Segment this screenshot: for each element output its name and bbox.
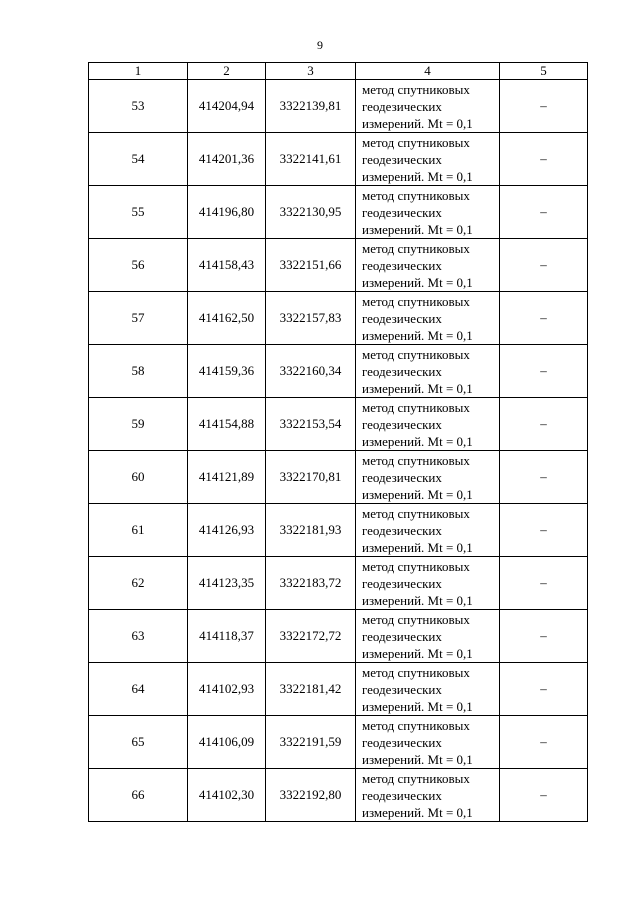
x-coordinate-cell: 414201,36	[188, 133, 266, 186]
method-line: метод спутниковых	[362, 664, 470, 680]
point-number-cell: 59	[89, 398, 188, 451]
method-line: измерений. Mt = 0,1	[362, 486, 473, 502]
method-line: геодезических	[362, 469, 442, 485]
method-cell	[356, 716, 500, 769]
note-cell: –	[500, 663, 588, 716]
y-coordinate-cell: 3322172,72	[266, 610, 356, 663]
x-coordinate-cell: 414154,88	[188, 398, 266, 451]
y-coordinate-cell: 3322170,81	[266, 451, 356, 504]
method-line: геодезических	[362, 257, 442, 273]
method-cell	[356, 292, 500, 345]
header-col-1: 1	[89, 63, 188, 80]
table-body	[89, 80, 588, 822]
method-line: измерений. Mt = 0,1	[362, 274, 473, 290]
method-line: геодезических	[362, 575, 442, 591]
note-cell: –	[500, 292, 588, 345]
x-coordinate-cell: 414162,50	[188, 292, 266, 345]
note-cell: –	[500, 716, 588, 769]
method-line: геодезических	[362, 522, 442, 538]
method-cell	[356, 610, 500, 663]
x-coordinate-cell: 414121,89	[188, 451, 266, 504]
header-col-3: 3	[266, 63, 356, 80]
x-coordinate-cell: 414204,94	[188, 80, 266, 133]
note-cell: –	[500, 504, 588, 557]
point-number-cell: 66	[89, 769, 188, 822]
method-line: измерений. Mt = 0,1	[362, 539, 473, 555]
table-row	[89, 451, 588, 504]
method-line: метод спутниковых	[362, 452, 470, 468]
point-number-cell: 63	[89, 610, 188, 663]
method-line: метод спутниковых	[362, 293, 470, 309]
note-cell: –	[500, 398, 588, 451]
note-cell: –	[500, 610, 588, 663]
point-number-cell: 60	[89, 451, 188, 504]
method-line: измерений. Mt = 0,1	[362, 592, 473, 608]
method-line: геодезических	[362, 416, 442, 432]
method-line: геодезических	[362, 734, 442, 750]
table-row	[89, 292, 588, 345]
method-line: геодезических	[362, 204, 442, 220]
y-coordinate-cell: 3322153,54	[266, 398, 356, 451]
table-row	[89, 769, 588, 822]
method-line: геодезических	[362, 363, 442, 379]
method-cell	[356, 663, 500, 716]
table-row	[89, 239, 588, 292]
note-cell: –	[500, 451, 588, 504]
method-line: измерений. Mt = 0,1	[362, 751, 473, 767]
table-row	[89, 663, 588, 716]
x-coordinate-cell: 414123,35	[188, 557, 266, 610]
method-line: измерений. Mt = 0,1	[362, 380, 473, 396]
y-coordinate-cell: 3322181,42	[266, 663, 356, 716]
method-cell	[356, 133, 500, 186]
method-line: геодезических	[362, 681, 442, 697]
note-cell: –	[500, 133, 588, 186]
method-line: метод спутниковых	[362, 81, 470, 97]
method-line: метод спутниковых	[362, 611, 470, 627]
method-cell	[356, 504, 500, 557]
method-line: геодезических	[362, 628, 442, 644]
y-coordinate-cell: 3322157,83	[266, 292, 356, 345]
note-cell: –	[500, 345, 588, 398]
y-coordinate-cell: 3322181,93	[266, 504, 356, 557]
point-number-cell: 55	[89, 186, 188, 239]
method-line: метод спутниковых	[362, 134, 470, 150]
method-line: метод спутниковых	[362, 346, 470, 362]
table-row	[89, 80, 588, 133]
method-cell	[356, 80, 500, 133]
point-number-cell: 62	[89, 557, 188, 610]
method-line: геодезических	[362, 310, 442, 326]
method-line: метод спутниковых	[362, 187, 470, 203]
method-cell	[356, 345, 500, 398]
method-line: метод спутниковых	[362, 505, 470, 521]
method-line: измерений. Mt = 0,1	[362, 115, 473, 131]
point-number-cell: 57	[89, 292, 188, 345]
y-coordinate-cell: 3322160,34	[266, 345, 356, 398]
y-coordinate-cell: 3322191,59	[266, 716, 356, 769]
method-line: метод спутниковых	[362, 558, 470, 574]
x-coordinate-cell: 414126,93	[188, 504, 266, 557]
y-coordinate-cell: 3322141,61	[266, 133, 356, 186]
x-coordinate-cell: 414118,37	[188, 610, 266, 663]
point-number-cell: 61	[89, 504, 188, 557]
table-row	[89, 186, 588, 239]
note-cell: –	[500, 557, 588, 610]
x-coordinate-cell: 414159,36	[188, 345, 266, 398]
y-coordinate-cell: 3322130,95	[266, 186, 356, 239]
method-line: метод спутниковых	[362, 240, 470, 256]
header-col-4: 4	[356, 63, 500, 80]
table-row	[89, 716, 588, 769]
method-cell	[356, 239, 500, 292]
method-line: измерений. Mt = 0,1	[362, 645, 473, 661]
method-line: измерений. Mt = 0,1	[362, 698, 473, 714]
table-row	[89, 557, 588, 610]
y-coordinate-cell: 3322151,66	[266, 239, 356, 292]
method-line: измерений. Mt = 0,1	[362, 804, 473, 820]
note-cell: –	[500, 239, 588, 292]
y-coordinate-cell: 3322192,80	[266, 769, 356, 822]
table-row	[89, 133, 588, 186]
note-cell: –	[500, 80, 588, 133]
method-line: метод спутниковых	[362, 770, 470, 786]
method-line: измерений. Mt = 0,1	[362, 433, 473, 449]
table-row	[89, 398, 588, 451]
method-line: измерений. Mt = 0,1	[362, 168, 473, 184]
point-number-cell: 65	[89, 716, 188, 769]
note-cell: –	[500, 769, 588, 822]
point-number-cell: 54	[89, 133, 188, 186]
header-col-2: 2	[188, 63, 266, 80]
method-cell	[356, 451, 500, 504]
x-coordinate-cell: 414158,43	[188, 239, 266, 292]
table-row	[89, 345, 588, 398]
method-line: геодезических	[362, 151, 442, 167]
x-coordinate-cell: 414102,30	[188, 769, 266, 822]
method-line: геодезических	[362, 787, 442, 803]
note-cell: –	[500, 186, 588, 239]
point-number-cell: 58	[89, 345, 188, 398]
x-coordinate-cell: 414106,09	[188, 716, 266, 769]
coordinates-table	[88, 62, 588, 822]
page-number: 9	[317, 38, 323, 52]
method-line: метод спутниковых	[362, 399, 470, 415]
y-coordinate-cell: 3322183,72	[266, 557, 356, 610]
point-number-cell: 56	[89, 239, 188, 292]
method-cell	[356, 186, 500, 239]
x-coordinate-cell: 414196,80	[188, 186, 266, 239]
method-cell	[356, 398, 500, 451]
y-coordinate-cell: 3322139,81	[266, 80, 356, 133]
table-row	[89, 610, 588, 663]
method-line: метод спутниковых	[362, 717, 470, 733]
method-cell	[356, 557, 500, 610]
header-col-5: 5	[500, 63, 588, 80]
point-number-cell: 64	[89, 663, 188, 716]
table-row	[89, 504, 588, 557]
method-line: измерений. Mt = 0,1	[362, 221, 473, 237]
method-line: измерений. Mt = 0,1	[362, 327, 473, 343]
method-line: геодезических	[362, 98, 442, 114]
point-number-cell: 53	[89, 80, 188, 133]
method-cell	[356, 769, 500, 822]
table-header-row	[89, 63, 588, 80]
x-coordinate-cell: 414102,93	[188, 663, 266, 716]
